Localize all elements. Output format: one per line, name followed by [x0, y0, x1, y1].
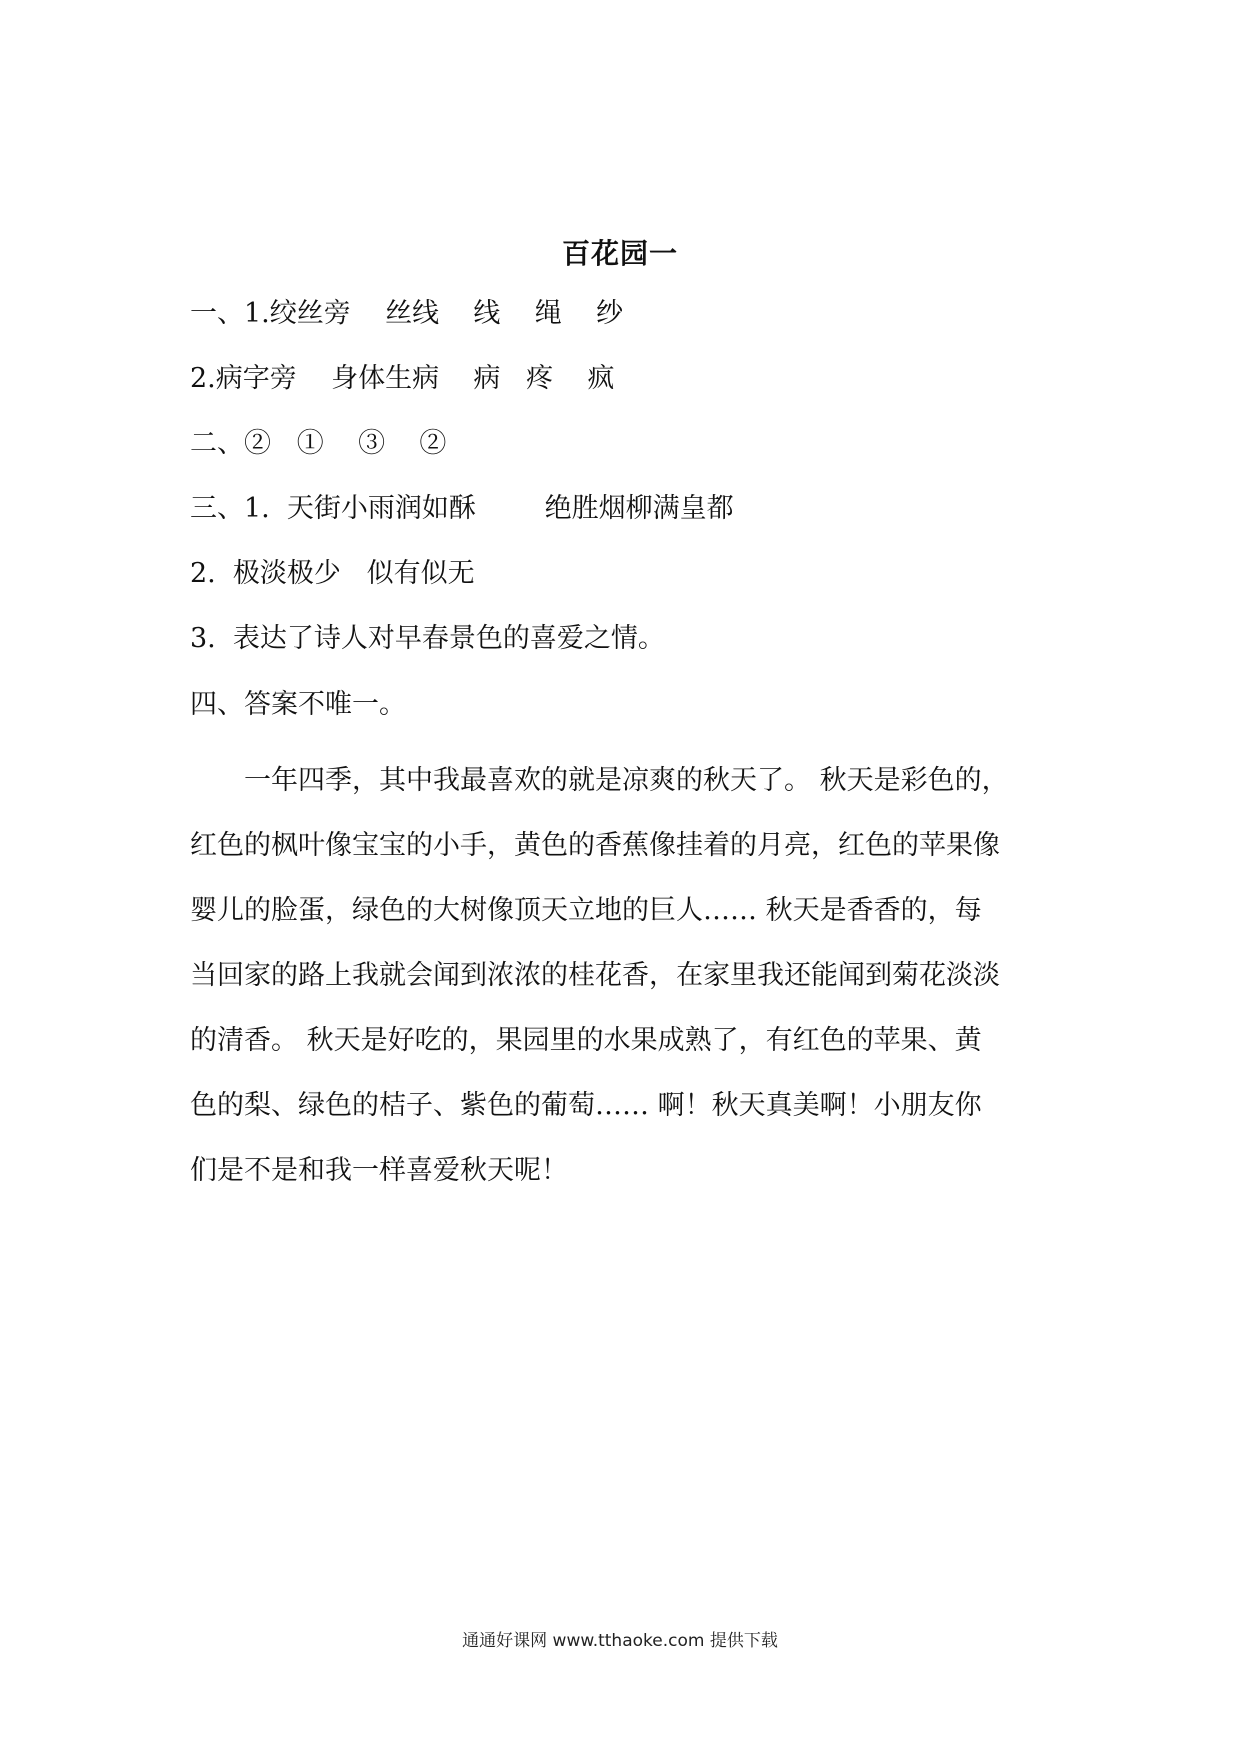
footer-source: 通通好课网 www.tthaoke.com 提供下载 [462, 1631, 778, 1651]
essay-paragraph [190, 748, 1060, 1203]
essay-line: 们是不是和我一样喜爱秋天呢！ [190, 1155, 568, 1186]
answer-line-6: 3. 表达了诗人对早春景色的喜爱之情。 [190, 623, 665, 654]
essay-line: 红色的枫叶像宝宝的小手，黄色的香蕉像挂着的月亮，红色的苹果像 [190, 830, 1000, 861]
answer-line-5: 2. 极淡极少 似有似无 [190, 558, 475, 589]
essay-line: 色的梨、绿色的桔子、紫色的葡萄…… 啊！秋天真美啊！小朋友你 [190, 1090, 982, 1121]
essay-line: 婴儿的脸蛋，绿色的大树像顶天立地的巨人…… 秋天是香香的，每 [190, 895, 982, 926]
answer-line-1: 一、1.绞丝旁 丝线 线 绳 纱 [190, 298, 624, 329]
essay-line: 的清香。 秋天是好吃的，果园里的水果成熟了，有红色的苹果、黄 [190, 1025, 982, 1056]
essay-line: 当回家的路上我就会闻到浓浓的桂花香，在家里我还能闻到菊花淡淡 [190, 960, 1000, 991]
answer-line-2: 2.病字旁 身体生病 病 疼 疯 [190, 363, 615, 394]
answer-line-3: 二、② ① ③ ② [190, 428, 447, 459]
page-title: 百花园一 [561, 237, 678, 270]
essay-line: 一年四季，其中我最喜欢的就是凉爽的秋天了。 秋天是彩色的， [244, 765, 1009, 796]
answer-line-4: 三、1. 天街小雨润如酥 绝胜烟柳满皇都 [190, 493, 734, 524]
answer-line-7: 四、答案不唯一。 [190, 689, 406, 720]
